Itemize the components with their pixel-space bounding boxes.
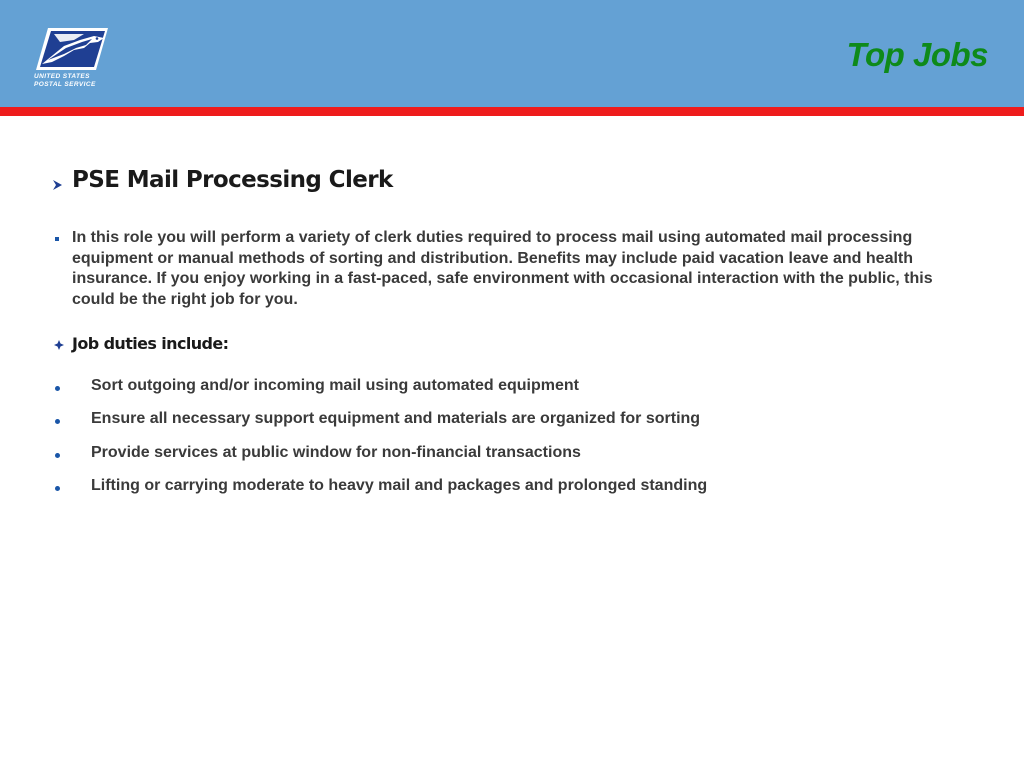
slide-title: Top Jobs [846, 36, 988, 73]
job-heading: PSE Mail Processing Clerk [72, 167, 393, 193]
duty-text: Ensure all necessary support equipment and materials are organized for sorting [91, 410, 701, 427]
round-bullet-icon [55, 453, 60, 458]
red-divider-stripe [0, 107, 1024, 116]
arrow-bullet-icon [53, 179, 63, 191]
duty-list-item [0, 410, 1024, 432]
duty-text: Lifting or carrying moderate to heavy mail and packages and prolonged standing [91, 477, 708, 494]
duties-label: Job duties include: [72, 334, 229, 353]
usps-logo [34, 26, 110, 90]
diamond-bullet-icon [54, 340, 64, 350]
duty-list-item [0, 477, 1024, 499]
round-bullet-icon [55, 486, 60, 491]
duty-text: Sort outgoing and/or incoming mail using automated equipment [91, 377, 579, 394]
duty-list-item [0, 444, 1024, 466]
round-bullet-icon [55, 419, 60, 424]
usps-eagle-logo-icon [34, 26, 110, 72]
duty-text: Provide services at public window for non-financial transactions [91, 444, 581, 461]
header-band [0, 0, 1024, 107]
logo-text-line1: UNITED STATES [34, 73, 90, 80]
job-description: In this role you will perform a variety of clerk duties required to process mail using automated mail processing equipment or manual methods of sorting and distribution. Benefits may include paid vacation leave and health insurance. If you enjoy working in a fast-paced, safe environment with occasional interaction with the public, this could be the right job for you. [72, 229, 933, 308]
duty-list-item [0, 377, 1024, 399]
round-bullet-icon [55, 386, 60, 391]
square-bullet-icon [55, 237, 59, 241]
logo-text-line2: POSTAL SERVICE [34, 81, 96, 88]
